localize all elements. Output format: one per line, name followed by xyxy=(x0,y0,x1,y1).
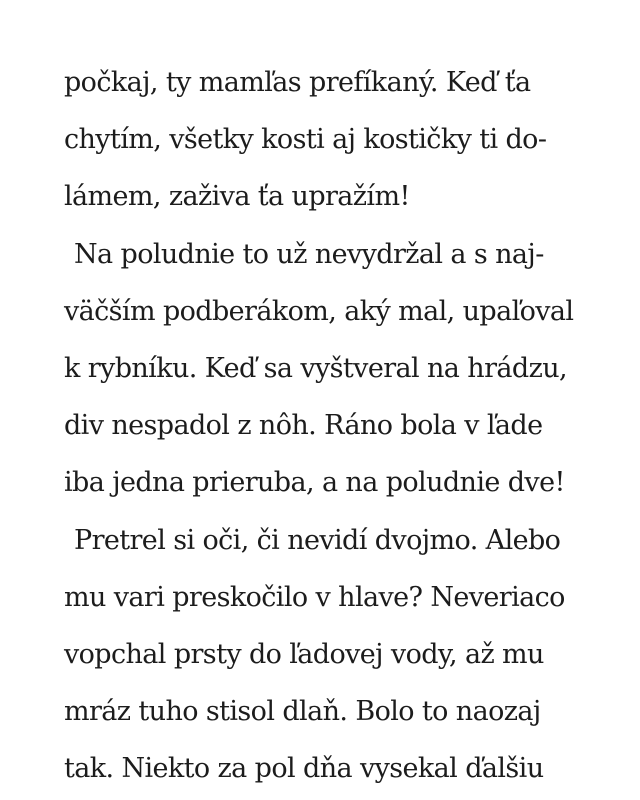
text-line: mu vari preskočilo v hlave? Neveriaco xyxy=(64,581,565,613)
text-line: mráz tuho stisol dlaň. Bolo to naozaj xyxy=(64,696,541,728)
paragraph-start-line: Pretrel si oči, či nevidí dvojmo. Alebo xyxy=(74,524,561,556)
text-line: chytím, všetky kosti aj kostičky ti do- xyxy=(64,124,547,156)
body-text xyxy=(64,54,584,797)
text-line: vopchal prsty do ľadovej vody, až mu xyxy=(64,638,544,670)
text-line: väčším podberákom, aký mal, upaľoval xyxy=(64,295,574,327)
text-line: lámem, zaživa ťa upražím! xyxy=(64,181,410,213)
text-line: div nespadol z nôh. Ráno bola v ľade xyxy=(64,410,543,442)
paragraph-start-line: Na poludnie to už nevydržal a s naj- xyxy=(74,238,544,270)
text-line: počkaj, ty mamľas prefíkaný. Keď ťa xyxy=(64,67,531,98)
text-line: tak. Niekto za pol dňa vysekal ďalšiu xyxy=(64,753,544,785)
text-line: iba jedna prieruba, a na poludnie dve! xyxy=(64,467,565,499)
text-line: k rybníku. Keď sa vyštveral na hrádzu, xyxy=(64,352,567,384)
